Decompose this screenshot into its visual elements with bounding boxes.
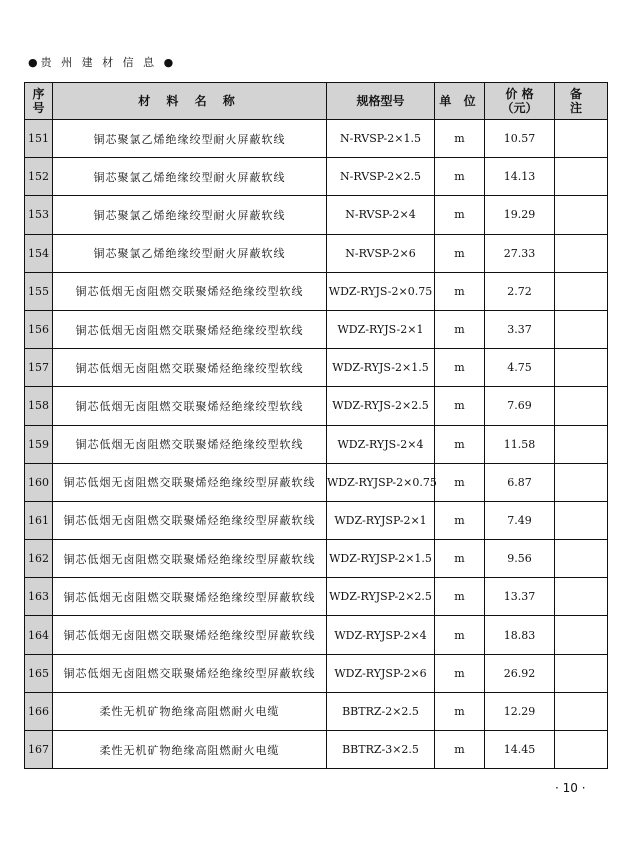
material-name-cell: 铜芯低烟无卤阻燃交联聚烯烃绝缘绞型软线: [53, 387, 327, 425]
row-number-cell: 166: [25, 692, 53, 730]
price-cell: 6.87: [485, 463, 555, 501]
material-name-cell: 铜芯低烟无卤阻燃交联聚烯烃绝缘绞型软线: [53, 272, 327, 310]
unit-cell: m: [435, 692, 485, 730]
note-cell: [555, 196, 608, 234]
material-name-cell: 铜芯聚氯乙烯绝缘绞型耐火屏蔽软线: [53, 196, 327, 234]
note-cell: [555, 310, 608, 348]
price-cell: 26.92: [485, 654, 555, 692]
unit-cell: m: [435, 654, 485, 692]
unit-cell: m: [435, 616, 485, 654]
unit-cell: m: [435, 387, 485, 425]
spec-cell: N-RVSP-2×4: [327, 196, 435, 234]
spec-cell: WDZ-RYJSP-2×1: [327, 501, 435, 539]
unit-cell: m: [435, 425, 485, 463]
spec-cell: WDZ-RYJS-2×1.5: [327, 349, 435, 387]
price-cell: 19.29: [485, 196, 555, 234]
header-serial-no: 序 号: [25, 83, 53, 120]
spec-cell: WDZ-RYJSP-2×1.5: [327, 540, 435, 578]
header-material-name: 材 料 名 称: [53, 83, 327, 120]
note-cell: [555, 654, 608, 692]
spec-cell: BBTRZ-3×2.5: [327, 731, 435, 769]
note-cell: [555, 578, 608, 616]
unit-cell: m: [435, 120, 485, 158]
spec-cell: N-RVSP-2×6: [327, 234, 435, 272]
row-number-cell: 157: [25, 349, 53, 387]
table-row: [25, 501, 608, 539]
material-name-cell: 铜芯低烟无卤阻燃交联聚烯烃绝缘绞型屏蔽软线: [53, 501, 327, 539]
price-cell: 7.69: [485, 387, 555, 425]
note-cell: [555, 692, 608, 730]
unit-cell: m: [435, 272, 485, 310]
unit-cell: m: [435, 463, 485, 501]
spec-cell: BBTRZ-2×2.5: [327, 692, 435, 730]
table-row: [25, 196, 608, 234]
price-cell: 10.57: [485, 120, 555, 158]
material-name-cell: 铜芯低烟无卤阻燃交联聚烯烃绝缘绞型屏蔽软线: [53, 540, 327, 578]
spec-cell: WDZ-RYJS-2×4: [327, 425, 435, 463]
unit-cell: m: [435, 196, 485, 234]
material-name-cell: 柔性无机矿物绝缘高阻燃耐火电缆: [53, 731, 327, 769]
price-cell: 2.72: [485, 272, 555, 310]
material-name-cell: 铜芯低烟无卤阻燃交联聚烯烃绝缘绞型屏蔽软线: [53, 578, 327, 616]
note-cell: [555, 349, 608, 387]
material-name-cell: 铜芯低烟无卤阻燃交联聚烯烃绝缘绞型软线: [53, 349, 327, 387]
table-row: [25, 120, 608, 158]
row-number-cell: 162: [25, 540, 53, 578]
row-number-cell: 163: [25, 578, 53, 616]
spec-cell: N-RVSP-2×1.5: [327, 120, 435, 158]
row-number-cell: 152: [25, 158, 53, 196]
row-number-cell: 160: [25, 463, 53, 501]
table-row: [25, 272, 608, 310]
unit-cell: m: [435, 234, 485, 272]
note-cell: [555, 463, 608, 501]
table-row: [25, 654, 608, 692]
row-number-cell: 151: [25, 120, 53, 158]
note-cell: [555, 425, 608, 463]
price-cell: 27.33: [485, 234, 555, 272]
note-cell: [555, 234, 608, 272]
page-number: · 10 ·: [555, 781, 586, 795]
price-cell: 4.75: [485, 349, 555, 387]
table-row: [25, 387, 608, 425]
table-row: [25, 463, 608, 501]
header-price: 价 格 （元）: [485, 83, 555, 120]
price-cell: 9.56: [485, 540, 555, 578]
spec-cell: WDZ-RYJSP-2×4: [327, 616, 435, 654]
unit-cell: m: [435, 578, 485, 616]
spec-cell: WDZ-RYJS-2×2.5: [327, 387, 435, 425]
table-row: [25, 540, 608, 578]
price-cell: 7.49: [485, 501, 555, 539]
row-number-cell: 153: [25, 196, 53, 234]
header-unit: 单 位: [435, 83, 485, 120]
price-cell: 13.37: [485, 578, 555, 616]
note-cell: [555, 158, 608, 196]
table-row: [25, 731, 608, 769]
row-number-cell: 167: [25, 731, 53, 769]
row-number-cell: 158: [25, 387, 53, 425]
table-row: [25, 310, 608, 348]
unit-cell: m: [435, 349, 485, 387]
price-table: [24, 82, 608, 769]
unit-cell: m: [435, 731, 485, 769]
price-cell: 14.13: [485, 158, 555, 196]
spec-cell: WDZ-RYJSP-2×6: [327, 654, 435, 692]
unit-cell: m: [435, 540, 485, 578]
row-number-cell: 164: [25, 616, 53, 654]
note-cell: [555, 272, 608, 310]
row-number-cell: 161: [25, 501, 53, 539]
material-name-cell: 柔性无机矿物绝缘高阻燃耐火电缆: [53, 692, 327, 730]
table-row: [25, 578, 608, 616]
price-cell: 3.37: [485, 310, 555, 348]
note-cell: [555, 731, 608, 769]
table-row: [25, 349, 608, 387]
note-cell: [555, 616, 608, 654]
spec-cell: WDZ-RYJS-2×1: [327, 310, 435, 348]
publication-header: ●贵 州 建 材 信 息 ●: [28, 56, 177, 69]
header-note: 备 注: [555, 83, 608, 120]
table-header-row: [25, 83, 608, 120]
material-name-cell: 铜芯低烟无卤阻燃交联聚烯烃绝缘绞型屏蔽软线: [53, 616, 327, 654]
material-name-cell: 铜芯低烟无卤阻燃交联聚烯烃绝缘绞型屏蔽软线: [53, 654, 327, 692]
spec-cell: N-RVSP-2×2.5: [327, 158, 435, 196]
material-name-cell: 铜芯低烟无卤阻燃交联聚烯烃绝缘绞型软线: [53, 425, 327, 463]
row-number-cell: 155: [25, 272, 53, 310]
material-name-cell: 铜芯聚氯乙烯绝缘绞型耐火屏蔽软线: [53, 158, 327, 196]
table-row: [25, 692, 608, 730]
price-cell: 14.45: [485, 731, 555, 769]
spec-cell: WDZ-RYJSP-2×2.5: [327, 578, 435, 616]
material-name-cell: 铜芯低烟无卤阻燃交联聚烯烃绝缘绞型屏蔽软线: [53, 463, 327, 501]
table-row: [25, 616, 608, 654]
unit-cell: m: [435, 310, 485, 348]
row-number-cell: 154: [25, 234, 53, 272]
unit-cell: m: [435, 158, 485, 196]
header-spec: 规格型号: [327, 83, 435, 120]
row-number-cell: 159: [25, 425, 53, 463]
table-row: [25, 425, 608, 463]
row-number-cell: 156: [25, 310, 53, 348]
note-cell: [555, 120, 608, 158]
material-name-cell: 铜芯聚氯乙烯绝缘绞型耐火屏蔽软线: [53, 234, 327, 272]
note-cell: [555, 501, 608, 539]
note-cell: [555, 387, 608, 425]
table-row: [25, 234, 608, 272]
material-name-cell: 铜芯低烟无卤阻燃交联聚烯烃绝缘绞型软线: [53, 310, 327, 348]
price-cell: 12.29: [485, 692, 555, 730]
spec-cell: WDZ-RYJSP-2×0.75: [327, 463, 435, 501]
note-cell: [555, 540, 608, 578]
spec-cell: WDZ-RYJS-2×0.75: [327, 272, 435, 310]
unit-cell: m: [435, 501, 485, 539]
material-name-cell: 铜芯聚氯乙烯绝缘绞型耐火屏蔽软线: [53, 120, 327, 158]
price-cell: 18.83: [485, 616, 555, 654]
price-cell: 11.58: [485, 425, 555, 463]
row-number-cell: 165: [25, 654, 53, 692]
table-row: [25, 158, 608, 196]
